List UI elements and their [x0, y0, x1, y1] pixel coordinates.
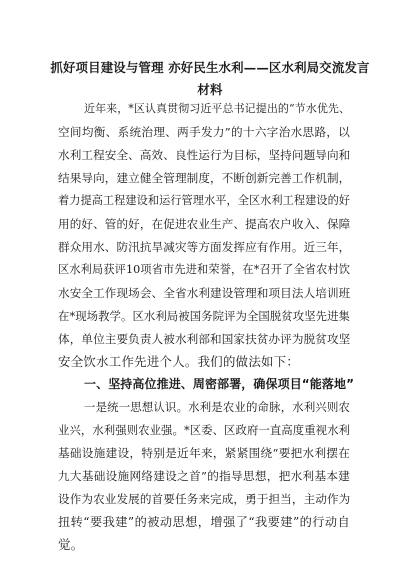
paragraph-2-line: 业兴，水利强则农业强。*区委、区政府一直高度重视水利	[58, 423, 350, 437]
paragraph-2-line: 基础设施建设，特别是近年来，紧紧围绕“要把水利摆在	[58, 446, 350, 460]
paragraph-1-line: 用的好、管的好，在促进农业生产、提高农户收入、保障	[58, 217, 351, 231]
paragraph-1-line: 体，单位主要负责人被水利部和国家扶贫办评为脱贫攻坚	[58, 332, 351, 346]
paragraph-1-line: 近年来，*区认真贯彻习近平总书记提出的“节水优先、	[84, 102, 350, 115]
paragraph-2-line: 觉。	[58, 537, 84, 552]
paragraph-1-line: 水安全工作现场会、全省水利建设管理和项目法人培训班	[58, 286, 351, 300]
paragraph-1-line: 着力提高工程建设和运行管理水平，全区水利工程建设的好	[58, 194, 350, 207]
paragraph-1-line: 区水利局获评10项省市先进和荣誉，在*召开了全省农村饮	[58, 263, 350, 276]
document-title-line-2: 材料	[197, 82, 223, 97]
section-heading-1: 一、坚持高位推进、周密部署，确保项目“能落地”	[84, 377, 355, 391]
paragraph-1-line: 群众用水、防汛抗旱减灾等方面发挥应有作用。近三年，	[58, 240, 351, 254]
paragraph-1-line: 结果导向，建立健全管理制度，不断创新完善工作机制，	[58, 171, 351, 185]
paragraph-1-line: 在*现场教学。区水利局被国务院评为全国脱贫攻坚先进集	[58, 309, 350, 323]
document-title-line-1: 抓好项目建设与管理 亦好民生水利——区水利局交流发言	[50, 60, 370, 75]
paragraph-2-line: 一是统一思想认识。水利是农业的命脉，水利兴则农	[84, 400, 350, 414]
paragraph-2-line: 九大基础设施网络建设之首”的指导思想，把水利基本建	[58, 469, 350, 483]
paragraph-1-line: 空间均衡、系统治理、两手发力”的十六字治水思路，以	[58, 125, 350, 139]
paragraph-2-line: 设作为农业发展的首要任务来完成，勇于担当，主动作为	[58, 492, 351, 506]
paragraph-1-line: 水利工程安全、高效、良性运行为目标，坚持问题导向和	[58, 148, 351, 162]
paragraph-2-line: 扭转“要我建”的被动思想，增强了“我要建”的行动自	[58, 515, 350, 529]
paragraph-1-line: 安全饮水工作先进个人。我们的做法如下：	[58, 354, 300, 369]
